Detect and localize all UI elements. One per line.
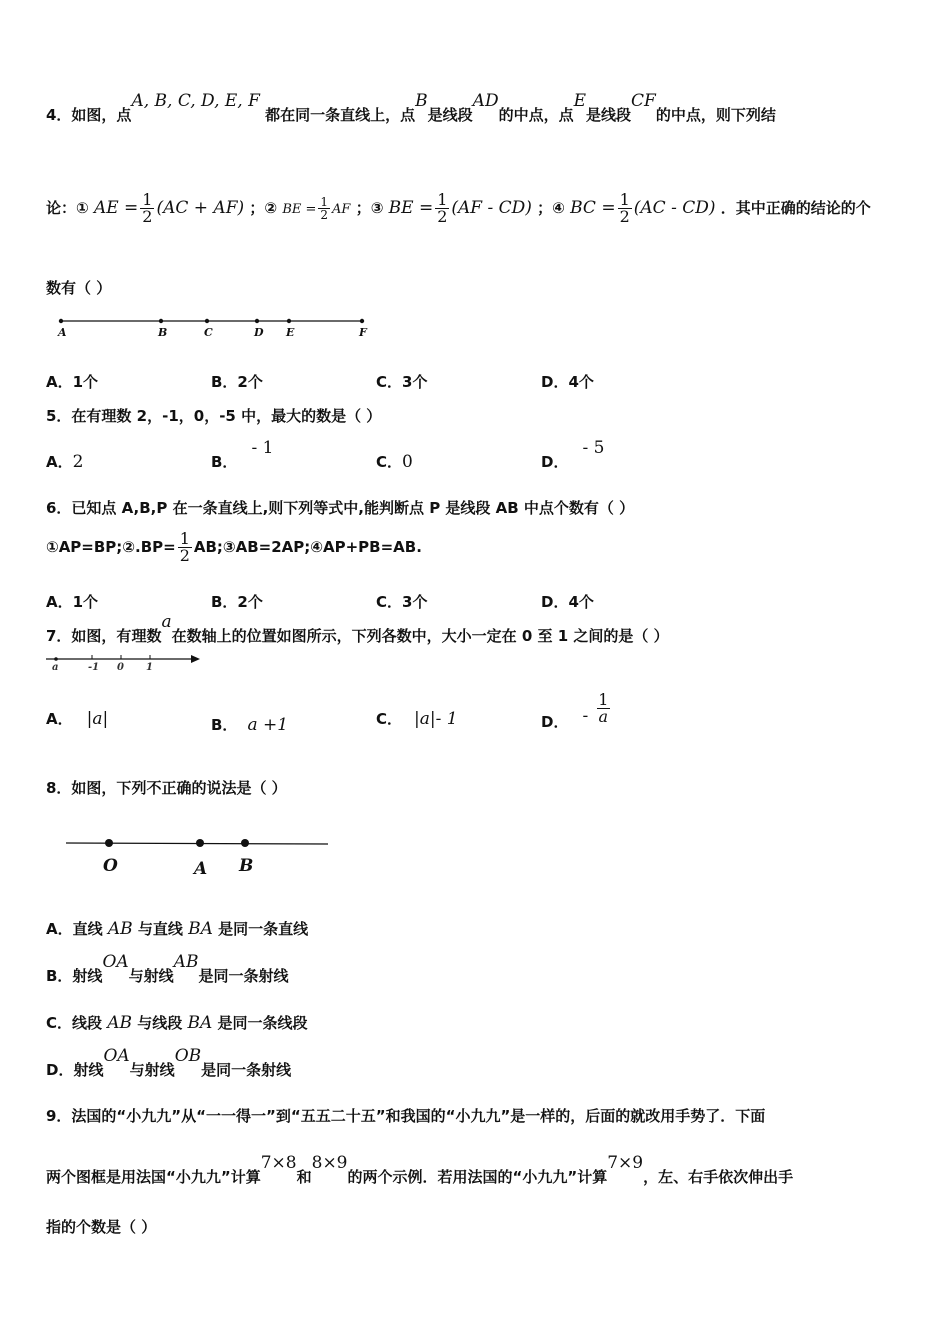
point-A bbox=[59, 319, 63, 323]
point-B bbox=[241, 839, 249, 847]
fraction: $\frac{1}{2}$ bbox=[142, 190, 153, 226]
point-label: B bbox=[158, 326, 168, 339]
fraction: $\frac{1}{2}$ bbox=[320, 195, 329, 222]
fraction: $\frac{1}{2}$ bbox=[179, 529, 190, 565]
option-a[interactable]: A．1个 bbox=[46, 373, 99, 391]
axis-label: a bbox=[52, 662, 59, 673]
option-d[interactable]: D．射线OA与射线OB是同一条射线 bbox=[46, 1046, 292, 1079]
option-b[interactable]: B．射线OA与射线AB是同一条射线 bbox=[46, 952, 289, 985]
axis-label: 1 bbox=[146, 662, 153, 673]
q4-line3: 数有（ ） bbox=[46, 279, 112, 297]
point-C bbox=[205, 319, 209, 323]
point-D bbox=[255, 319, 259, 323]
point-label: E bbox=[286, 326, 295, 339]
fraction: $\frac{1}{2}$ bbox=[619, 190, 630, 226]
option-d[interactable]: D．4个 bbox=[541, 593, 594, 611]
q6-conditions: ①AP=BP;②.BP= $\frac{1}{2}$ AB;③AB=2AP;④AP+PB=AB. bbox=[46, 529, 422, 565]
option-b[interactable]: B． a +1 bbox=[211, 715, 289, 735]
q6-stem: 6．已知点 A,B,P 在一条直线上,则下列等式中,能判断点 P 是线段 AB 中点个数有（ ） bbox=[46, 499, 635, 517]
option-a[interactable]: A．2 bbox=[46, 452, 84, 472]
q4-figure bbox=[50, 312, 370, 342]
option-a[interactable]: A．1个 bbox=[46, 593, 99, 611]
option-b[interactable]: B．2个 bbox=[211, 593, 263, 611]
q9-line1: 9．法国的“小九九”从“一一得一”到“五五二十五”和我国的“小九九”是一样的，后面的就改用手势了．下面 bbox=[46, 1107, 766, 1125]
point-a bbox=[54, 657, 58, 661]
q4-line2: 论：① AE = $\frac{1}{2}$ (AC + AF) ；② BE = $\frac{1}{2}$ AF ；③ BE = $\frac{1}{2}$ (AF - CD) ；④ BC = $\frac{1}{2}$ (AC - CD) ．其中正确的结论的个 bbox=[46, 190, 871, 226]
option-d[interactable]: D． - $\frac{1}{a}$ bbox=[541, 690, 609, 731]
point-E bbox=[287, 319, 291, 323]
point-B bbox=[159, 319, 163, 323]
option-c[interactable]: C．0 bbox=[376, 452, 413, 472]
fraction: $\frac{1}{2}$ bbox=[437, 190, 448, 226]
option-d[interactable]: D．- 5 bbox=[541, 438, 605, 471]
point-label: O bbox=[103, 856, 118, 876]
option-c[interactable]: C．3个 bbox=[376, 593, 428, 611]
option-a[interactable]: A． |a| bbox=[46, 709, 109, 729]
option-c[interactable]: C．3个 bbox=[376, 373, 428, 391]
option-b[interactable]: B．- 1 bbox=[211, 438, 274, 471]
option-b[interactable]: B．2个 bbox=[211, 373, 263, 391]
point-label: A bbox=[194, 859, 208, 879]
point-F bbox=[360, 319, 364, 323]
q4-points: A, B, C, D, E, F bbox=[131, 91, 260, 111]
point-O bbox=[105, 839, 113, 847]
axis-label: 0 bbox=[117, 662, 124, 673]
option-d[interactable]: D．4个 bbox=[541, 373, 594, 391]
q8-stem: 8．如图，下列不正确的说法是（ ） bbox=[46, 779, 287, 797]
option-c[interactable]: C．线段 AB 与线段 BA 是同一条线段 bbox=[46, 1013, 308, 1033]
option-a[interactable]: A．直线 AB 与直线 BA 是同一条直线 bbox=[46, 919, 309, 939]
fraction: $\frac{1}{a}$ bbox=[598, 690, 609, 726]
point-label: A bbox=[58, 326, 67, 339]
axis-label: -1 bbox=[88, 662, 100, 673]
point-A bbox=[196, 839, 204, 847]
q9-line3: 指的个数是（ ） bbox=[46, 1218, 157, 1236]
point-label: D bbox=[254, 326, 264, 339]
option-c[interactable]: C． |a|- 1 bbox=[376, 709, 458, 729]
q9-line2: 两个图框是用法国“小九九”计算7×8和8×9的两个示例．若用法国的“小九九”计算7×9，左、右手依次伸出手 bbox=[46, 1153, 794, 1186]
q4-line1: 4．如图，点A, B, C, D, E, F 都在同一条直线上，点B是线段AD的中点，点E是线段CF的中点，则下列结 bbox=[46, 91, 776, 124]
q5-stem: 5．在有理数 2，-1，0，-5 中，最大的数是（ ） bbox=[46, 407, 382, 425]
point-label: C bbox=[204, 326, 213, 339]
point-label: F bbox=[359, 326, 367, 339]
q8-figure bbox=[60, 830, 340, 884]
q7-stem: 7．如图，有理数a在数轴上的位置如图所示，下列各数中，大小一定在 0 至 1 之间的是（ ） bbox=[46, 612, 669, 645]
q7-number-line bbox=[44, 650, 204, 674]
point-label: B bbox=[239, 856, 254, 876]
